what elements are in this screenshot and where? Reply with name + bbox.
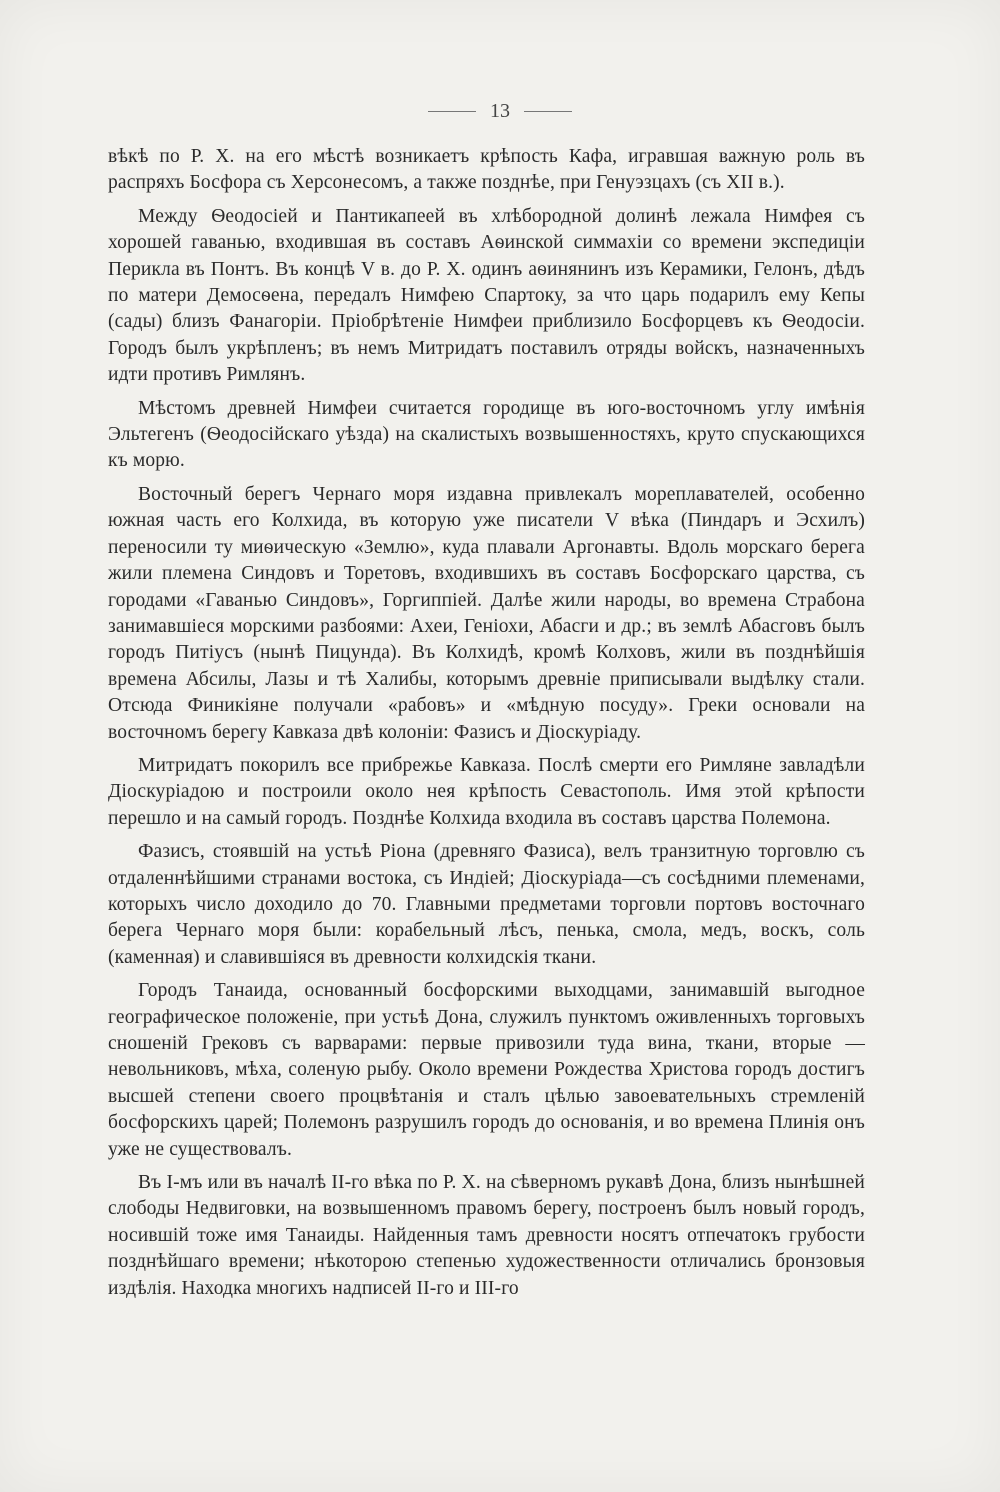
paragraph: Митридатъ покорилъ все прибрежье Кавказа. Послѣ смерти его Римляне завладѣли Діоскуріадою и построили около нея крѣпость Севастополь. Имя этой крѣпости перешло и на самый городъ. Позднѣе Колхида входила въ составъ царства Полемона. [108,754,865,829]
paragraph: Фазисъ, стоявшій на устьѣ Ріона (древняго Фазиса), велъ транзитную торговлю съ отдаленнѣйшими странами востока, съ Индіей; Діоскуріада—съ сосѣдними племенами, которыхъ число доходило до 70. Главными предметами торговли портовъ восточнаго берега Чернаго моря были: корабельный лѣсъ, пенька, смола, медъ, воскъ, соль (каменная) и славившіяся въ древности колхидскія ткани. [108,841,865,968]
header-rule-right [524,111,572,112]
paragraph: вѣкѣ по Р. Х. на его мѣстѣ возникаетъ крѣпость Кафа, игравшая важную роль въ распряхъ Босфора съ Херсонесомъ, а также позднѣе, при Генуэзцахъ (съ XII в.). [108,146,865,194]
header-rule-left [428,111,476,112]
page-number: 13 [490,100,510,122]
page-header [0,100,1000,123]
paragraph: Восточный берегъ Чернаго моря издавна привлекалъ мореплавателей, особенно южная часть его Колхида, въ которую уже писатели V вѣка (Пиндаръ и Эсхилъ) переносили ту миѳическую «Землю», куда плавали Аргонавты. Вдоль морскаго берега жили племена Синдовъ и Торетовъ, входившихъ въ составъ Босфорскаго царства, съ городами «Гаванью Синдовъ», Горгиппіей. Далѣе жили народы, во времена Страбона занимавшіеся морскими разбоями: Ахеи, Геніохи, Абасги и др.; въ землѣ Абасговъ былъ городъ Питіусъ (нынѣ Пицунда). Въ Колхидѣ, кромѣ Колховъ, жили въ позднѣйшія времена Абсилы, Лазы и тѣ Халибы, которымъ древніе приписывали выдѣлку стали. Отсюда Финикіяне получали «рабовъ» и «мѣдную посуду». Греки основали на восточномъ берегу Кавказа двѣ колоніи: Фазисъ и Діоскуріаду. [108,483,865,743]
paragraph: Городъ Танаида, основанный босфорскими выходцами, занимавшій выгодное географическое положеніе, при устьѣ Дона, служилъ пунктомъ оживленныхъ торговыхъ сношеній Грековъ съ варварами: первые привозили туда вина, ткани, вторые — невольниковъ, мѣха, соленую рыбу. Около времени Рождества Христова городъ достигъ высшей степени своего процвѣтанія и сталъ цѣлью завоевательныхъ стремленій босфорскихъ царей; Полемонъ разрушилъ городъ до основанія, и во времена Плинія онъ уже не существовалъ. [108,980,865,1160]
paragraph: Между Ѳеодосіей и Пантикапеей въ хлѣбородной долинѣ лежала Нимфея съ хорошей гаванью, входившая въ составъ Аѳинской симмахіи со времени экспедиціи Перикла въ Понтъ. Въ концѣ V в. до Р. Х. одинъ аѳинянинъ изъ Керамики, Гелонъ, дѣдъ по матери Демосѳена, передалъ Нимфею Спартоку, за что царь подарилъ ему Кепы (сады) близъ Фанагоріи. Пріобрѣтеніе Нимфеи приблизило Босфорцевъ къ Ѳеодосіи. Городъ былъ укрѣпленъ; въ немъ Митридатъ поставилъ отряды войскъ, назначенныхъ идти противъ Римлянъ. [108,205,865,386]
paragraph: Мѣстомъ древней Нимфеи считается городище въ юго-восточномъ углу имѣнія Эльтегенъ (Ѳеодосійскаго уѣзда) на скалистыхъ возвышенностяхъ, круто спускающихся къ морю. [108,397,865,472]
body-text [108,144,865,1309]
paragraph: Въ I-мъ или въ началѣ II-го вѣка по Р. Х. на сѣверномъ рукавѣ Дона, близъ нынѣшней слободы Недвиговки, на возвышенномъ правомъ берегу, построенъ былъ новый городъ, носившій тоже имя Танаиды. Найденныя тамъ древности носятъ отпечатокъ грубости позднѣйшаго времени; нѣкоторою степенью художественности отличались бронзовыя издѣлія. Находка многихъ надписей II-го и III-го [108,1172,865,1299]
